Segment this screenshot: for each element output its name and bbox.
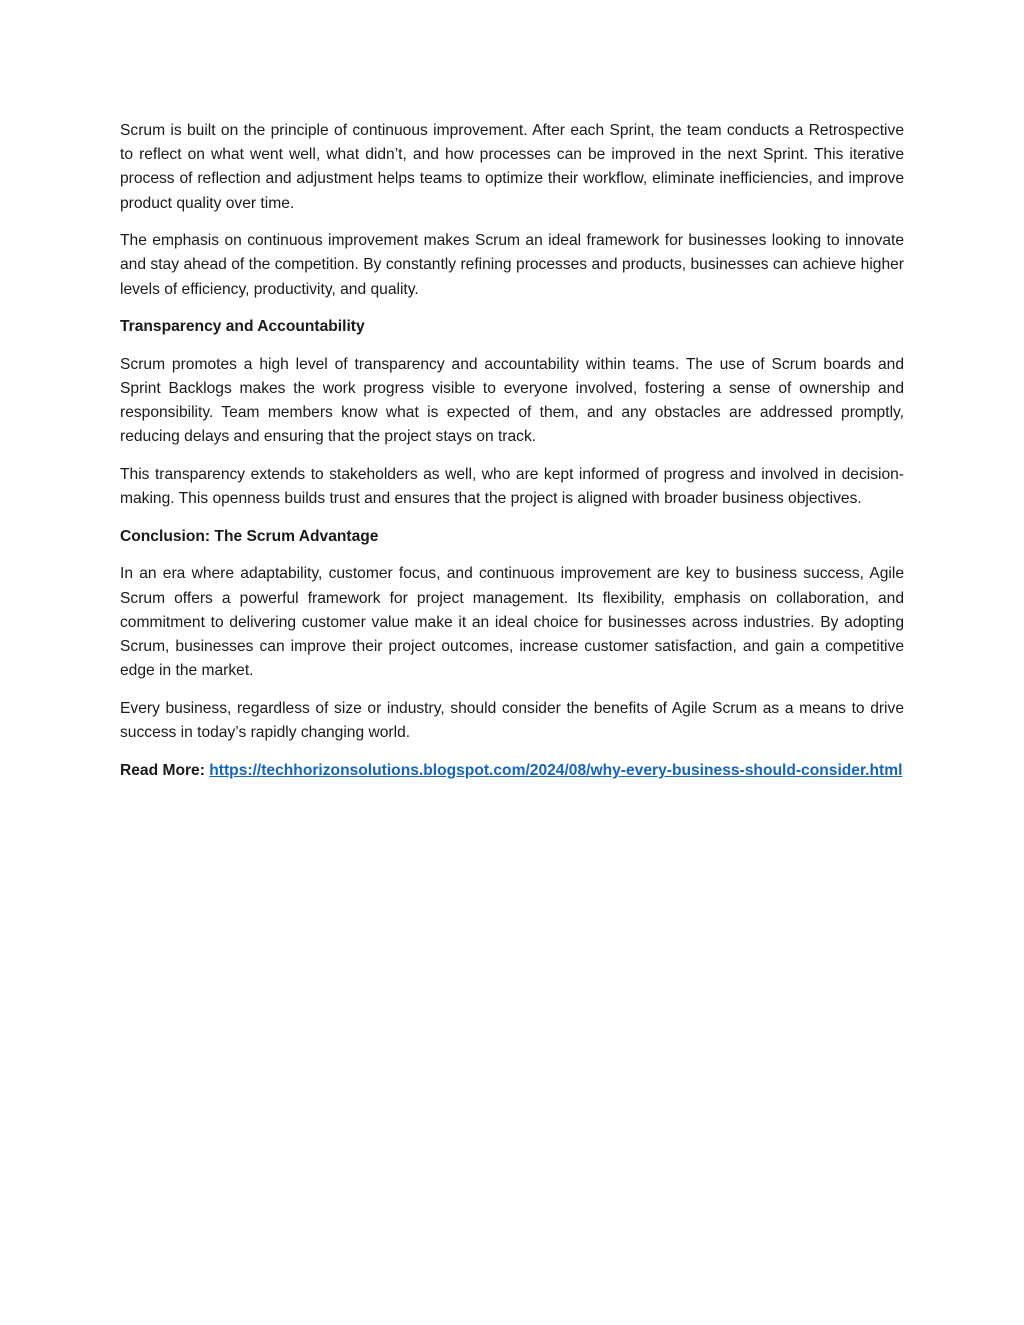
transparency-heading: Transparency and Accountability <box>120 318 365 336</box>
read-more-line <box>120 759 904 783</box>
intro-paragraph-2: The emphasis on continuous improvement makes Scrum an ideal framework for businesses looking to innovate and stay ahead of the competition. By constantly refining processes and products, businesses can achieve higher levels of efficiency, productivity, and quality. <box>120 232 904 298</box>
conclusion-paragraph-2: Every business, regardless of size or industry, should consider the benefits of Agile Scrum as a means to drive success in today’s rapidly changing world. <box>120 699 904 741</box>
transparency-paragraph-1: Scrum promotes a high level of transparency and accountability within teams. The use of Scrum boards and Sprint Backlogs makes the work progress visible to everyone involved, fostering a sense of ownership and responsibility. Team members know what is expected of them, and any obstacles are addressed promptly, reducing delays and ensuring that the project stays on track. <box>120 355 904 446</box>
document-body <box>120 119 904 783</box>
conclusion-paragraph-1: In an era where adaptability, customer focus, and continuous improvement are key to business success, Agile Scrum offers a powerful framework for project management. Its flexibility, emphasis on collaboration, and commitment to delivering customer value make it an ideal choice for businesses across industries. By adopting Scrum, businesses can improve their project outcomes, increase customer satisfaction, and gain a competitive edge in the market. <box>120 565 904 680</box>
read-more-label: Read More: <box>120 761 205 779</box>
intro-paragraph-1: Scrum is built on the principle of continuous improvement. After each Sprint, the team conducts a Retrospective to reflect on what went well, what didn’t, and how processes can be improved in the next Sprint. This iterative process of reflection and adjustment helps teams to optimize their workflow, eliminate inefficiencies, and improve product quality over time. <box>120 122 904 212</box>
conclusion-heading: Conclusion: The Scrum Advantage <box>120 527 379 545</box>
transparency-paragraph-2: This transparency extends to stakeholders as well, who are kept informed of progress and involved in decision-making. This openness builds trust and ensures that the project is aligned with broader business objectives. <box>120 466 904 508</box>
read-more-link[interactable]: https://techhorizonsolutions.blogspot.com/2024/08/why-every-business-should-consider.html <box>209 761 903 779</box>
